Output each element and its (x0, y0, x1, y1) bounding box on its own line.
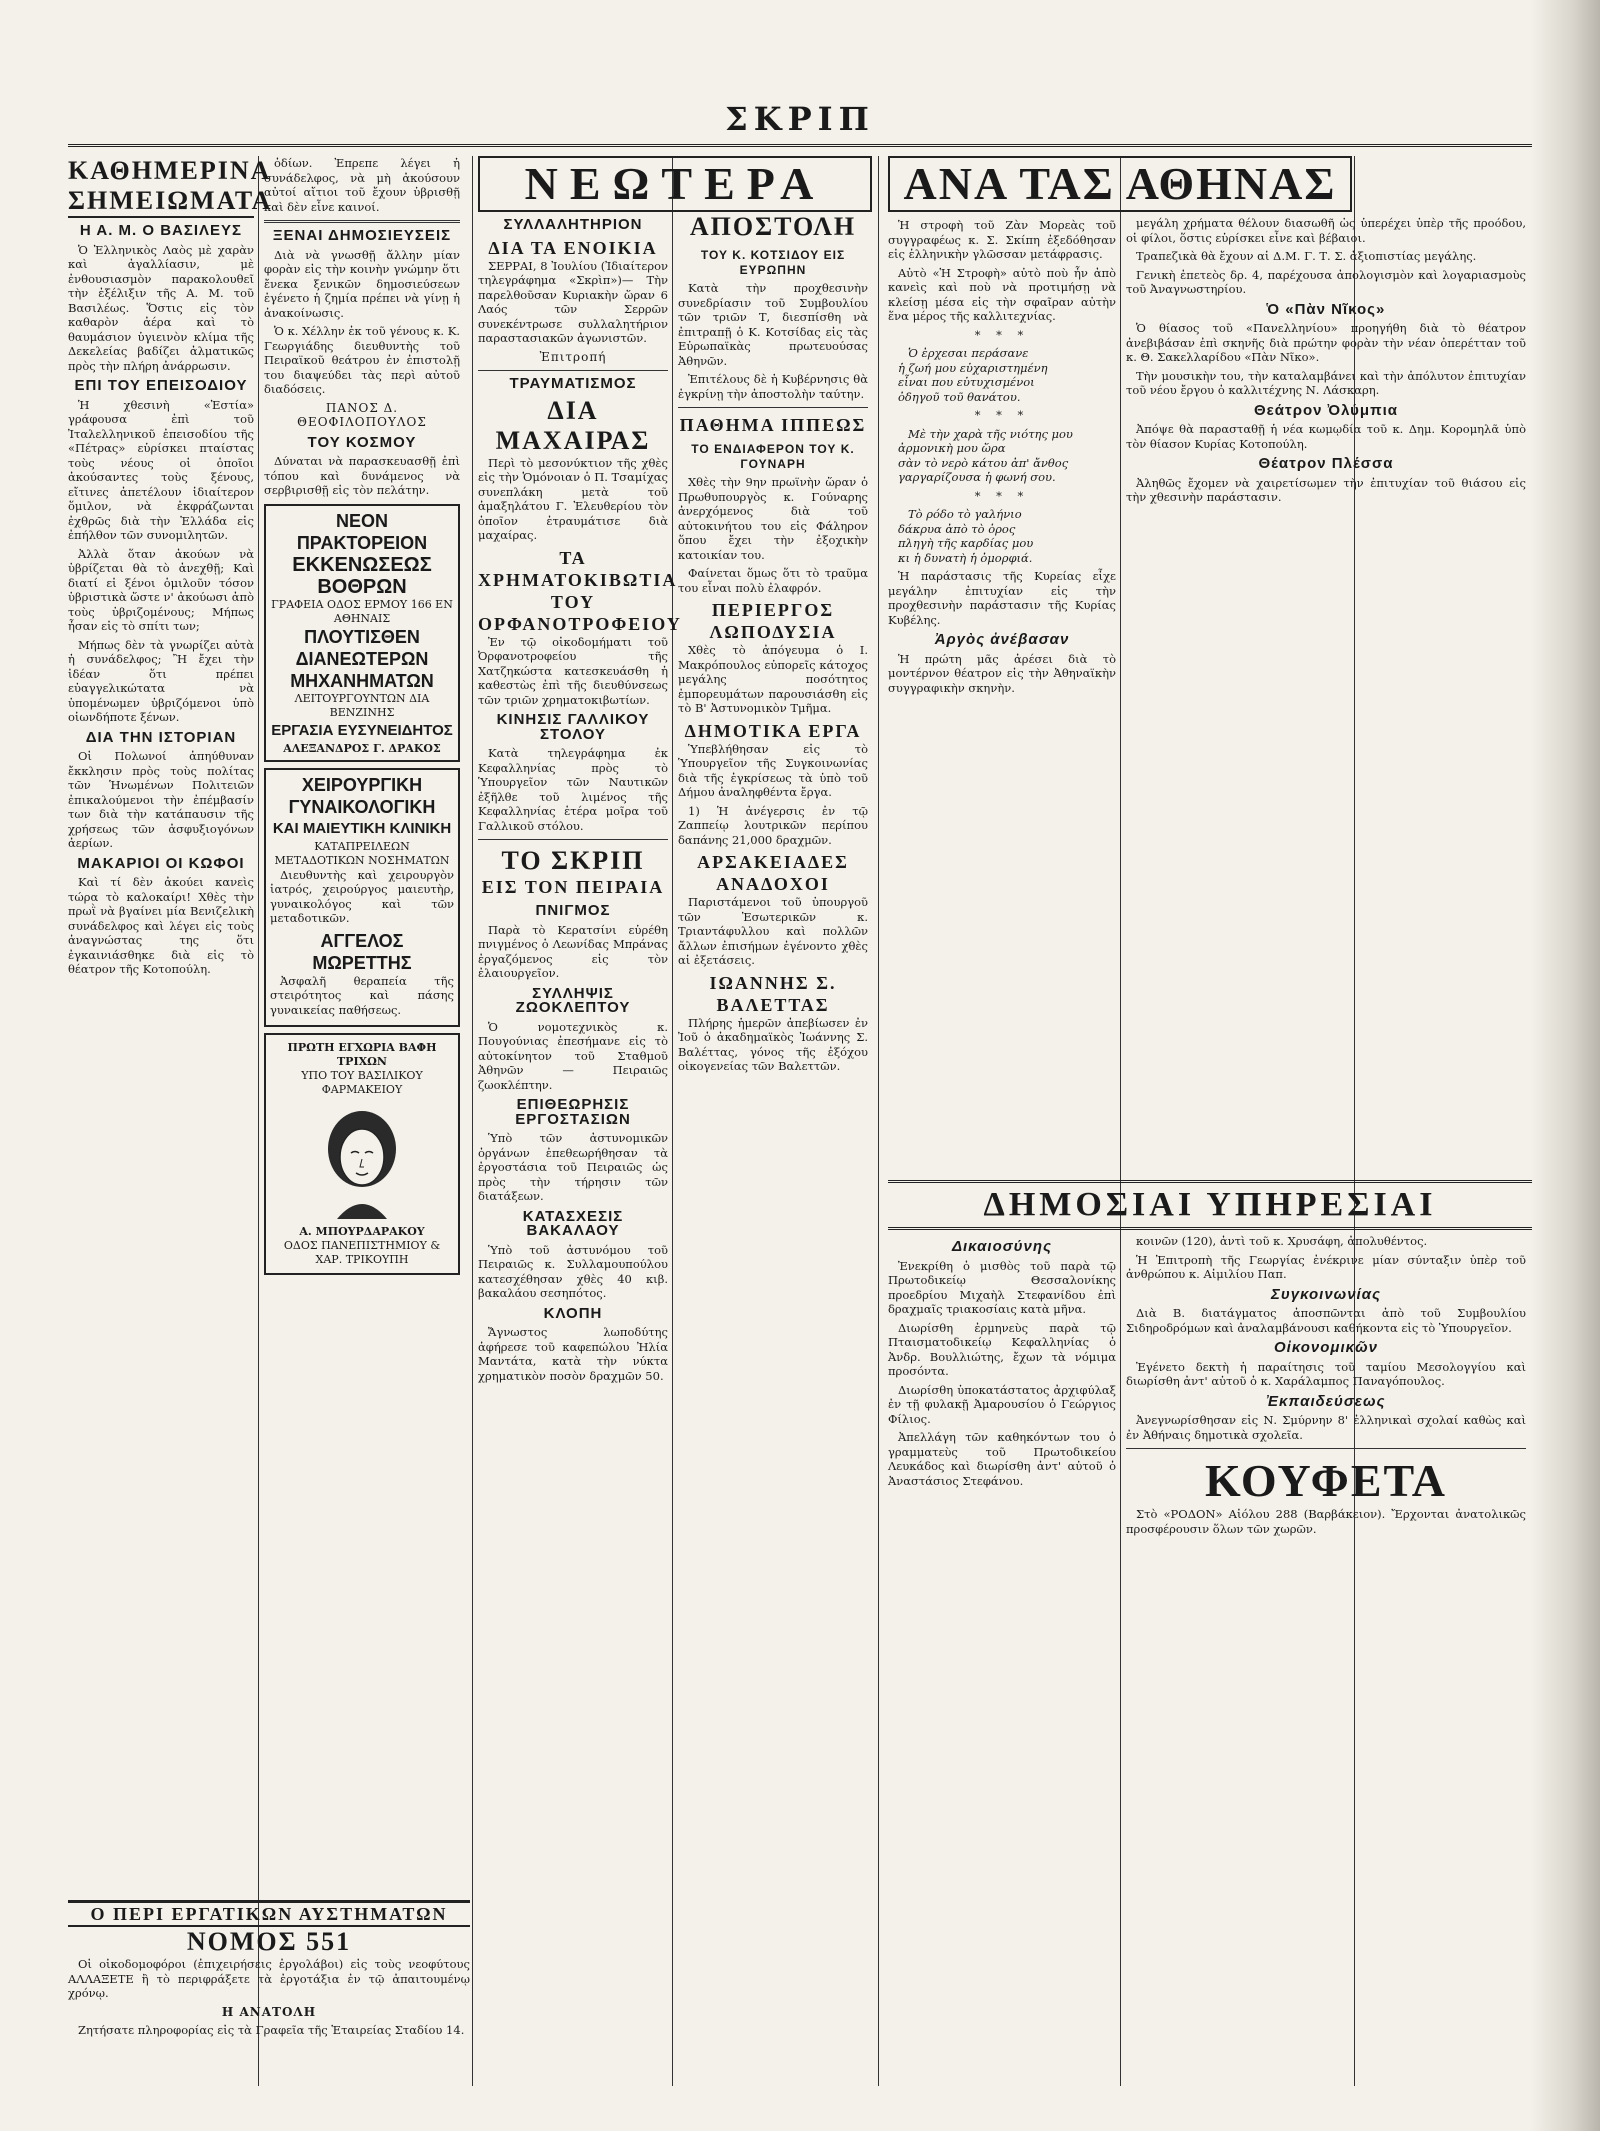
article-heading: ΚΙΝΗΣΙΣ ΓΑΛΛΙΚΟΥ ΣΤΟΛΟΥ (496, 711, 650, 743)
notice-footer: Ζητήσατε πληροφορίας εἰς τὰ Γραφεῖα τῆς Ἑταιρείας Σταδίου 14. (78, 2023, 465, 2037)
notice-law: ΝΟΜΟΣ 551 (186, 1927, 352, 1956)
article-heading: ΤΟΥ ΚΟΣΜΟΥ (307, 433, 417, 451)
column-divider (878, 156, 879, 2086)
article-text: 1) Ἡ ἀνέγερσις ἐν τῷ Ζαππείῳ λουτρικῶν περίπου δαπάνης 21,000 δραχμῶν. (678, 803, 868, 847)
article-heading: ΔΗΜΟΤΙΚΑ ΕΡΓΑ (684, 720, 862, 741)
article-heading: ΠΕΡΙΕΡΓΟΣ ΛΩΠΟΔΥΣΙΑ (709, 600, 837, 642)
article-text: Φαίνεται ὅμως ὅτι τὸ τραῦμα του εἶναι πολὺ ἐλαφρόν. (678, 566, 868, 595)
article-text: Δύναται νὰ παρασκευασθῇ ἐπὶ τόπου καὶ δυνάμενος νὰ σερβιρισθῇ εἰς τὸν πελάτην. (264, 454, 460, 497)
athens-banner: ΑΝΑ ΤΑΣ ΑΘΗΝΑΣ (888, 156, 1352, 212)
article-text: Αὐτὸ «Ἡ Στροφὴ» αὐτὸ ποὺ ἦν ἀπὸ κανεὶς καὶ ποὺ νὰ προτιμήσῃ νὰ κλείσῃ μέσα εἰς τὴν σφαῖραν αὐτὴν ἕνα μέρος τῆς καλλιτεχνίας. (888, 265, 1116, 323)
article-text: Οἱ Πολωνοί ἀπηύθυναν ἔκκλησιν πρὸς τοὺς πολίτας τῶν Ἡνωμένων Πολιτειῶν ἐπικαλούμενοι τὴν ἐπέμβασίν των διὰ τὴν κατάπαυσιν τῆς χρήσεως τῶν ἀσφυξιογόνων ἀερίων. (68, 749, 254, 850)
column-divider (672, 156, 673, 2086)
article-heading: ΔΙΑ ΜΑΧΑΙΡΑΣ (495, 395, 651, 455)
article-text: Ἀπόψε θὰ παρασταθῇ ἡ νέα κωμῳδία τοῦ κ. Δημ. Κορομηλᾶ ὑπὸ τὸν θίασον Κυρίας Κοτοπούλη. (1126, 422, 1526, 451)
article-text: Τραπεζικὰ θὰ ἔχουν αἱ Δ.Μ. Γ. Τ. Σ. ἀξιοπιστίας μεγάλης. (1136, 249, 1477, 263)
article-text: Ἐγένετο δεκτὴ ἡ παραίτησις τοῦ ταμίου Μεσολογγίου καὶ διωρίσθη ἀντ' αὐτοῦ ὁ κ. Χαράλαμπος Παναγόπουλος. (1126, 1359, 1526, 1388)
poem-verse: Τὸ ρόδο τὸ γαλήνιο δάκρυα ἀπὸ τὸ ὁρος πληγὴ τῆς καρδίας μου κι ἡ δυνατὴ ἡ ὀμορφιά. (898, 507, 1034, 565)
article-text: Χθὲς τὸ ἀπόγευμα ὁ Ι. Μακρόπουλος εὐπορεῖς κάτοχος μεγάλης ποσότητος ἐμπορευμάτων παρουσιάσθη εἰς τὸ Β' Ἀστυνομικὸν Τμῆμα. (678, 643, 868, 715)
article-text: Καὶ τί δὲν ἀκούει κανεὶς τώρα τὸ καλοκαίρι! Χθὲς τὴν πρωῒ νὰ βγαίνει μία Βενιζελικὴ συνάδελφος καὶ λέγει εἰς τοὺς ἀναγνώστας της ὅτι ἐγκαινιάσθηκε διὰ εἰς τὸ θέατρον τῆς Κοτοπούλη. (68, 875, 254, 976)
article-text: Ἀνεγνωρίσθησαν εἰς Ν. Σμύρνην 8' ἐλληνικαὶ σχολαί καθὼς καὶ ἐν Ἀθήναις δημοτικὰ σχολεῖα. (1126, 1413, 1526, 1442)
article-text: Ὑπὸ τοῦ ἀστυνόμου τοῦ Πειραιῶς κ. Συλλαμουπούλου κατεσχέθησαν χθὲς 40 κιβ. βακαλάου σεσηπότος. (478, 1242, 668, 1300)
article-text: Ἄγνωστος λωποδύτης ἀφήρεσε τοῦ καφεπώλου Ἠλία Μαντάτα, κατὰ τὴν νύκτα χρηματικὸν ποσὸν δραχμῶν 50. (478, 1325, 668, 1383)
article-text: Παριστάμενοι τοῦ ὑπουργοῦ τῶν Ἐσωτερικῶν κ. Τριαντάφυλλου καὶ πολλῶν ἄλλων ἐπισήμων ἐγένοντο χθὲς αἱ ἐξετάσεις. (678, 895, 868, 967)
page-edge-stain (1530, 0, 1600, 2131)
ad-title: ΤΟ ΣΚΡΙΠ (501, 846, 645, 875)
section-heading: ΚΑΘΗΜΕΡΙΝΑ (68, 156, 272, 185)
article-heading: Θέατρον Πλέσσα (1258, 455, 1394, 472)
article-heading: ΞΕΝΑΙ ΔΗΜΟΣΙΕΥΣΕΙΣ (272, 227, 452, 244)
divider (478, 370, 668, 371)
ad-text: Ἀσφαλῆ θεραπεία τῆς στειρότητος καὶ πάσης γυναικείας παθήσεως. (270, 973, 454, 1017)
divider (678, 407, 868, 408)
article-heading: Ἐκπαιδεύσεως (1266, 1392, 1386, 1410)
column-4 (678, 212, 868, 2086)
ad-title: ΠΡΩΤΗ ΕΓΧΩΡΙΑ ΒΑΦΗ ΤΡΙΧΩΝ (287, 1041, 437, 1068)
article-text: Περὶ τὸ μεσονύκτιον τῆς χθὲς εἰς τὴν Ὁμόνοιαν ὁ Π. Τσαμίχας συνεπλάκη μετὰ τοῦ ἀμαξηλάτου Γ. Ἐλευθερίου τὸν ὁποῖον ἐτραυμάτισε διὰ μαχαίρας. (478, 455, 668, 542)
article-heading: ΕΠΙΘΕΩΡΗΣΙΣ ΕΡΓΟΣΤΑΣΙΩΝ (515, 1096, 631, 1128)
ad-subtitle: ΥΠΟ ΤΟΥ ΒΑΣΙΛΙΚΟΥ ΦΑΡΜΑΚΕΙΟΥ (301, 1069, 423, 1096)
article-text: Ὁ Ἑλληνικὸς Λαὸς μὲ χαρὰν καὶ ἀγαλλίασιν, μὲ ἐνθουσιασμὸν παρακολουθεῖ τὴν ἐξέλιξιν τῆς Α. Μ. τοῦ Βασιλέως. Ὅστις εἰς τὸν καθαρὸν ἀέρα καὶ τὸ θαυμάσιον ὑγιεινὸν κλίμα τῆς Δεκελείας βαδίζει ἀλματικῶς πρὸς τὴν πλήρη ἀνάρρωσιν. (68, 242, 254, 373)
divider (264, 220, 460, 223)
article-subheading: ΤΟΥ Κ. ΚΟΤΣΙΔΟΥ ΕΙΣ ΕΥΡΩΠΗΝ (700, 248, 846, 277)
column-2 (264, 156, 460, 1896)
section-heading: ΣΗΜΕΙΩΜΑΤΑ (68, 186, 254, 218)
column-6 (1126, 216, 1526, 1166)
column-divider (258, 156, 259, 2086)
ad-text: Διευθυντὴς καὶ χειρουργὸν ἰατρός, χειρούργος μαιευτὴρ, γυναικολόγος καὶ τῶν μεταδοτικῶν. (270, 867, 454, 925)
article-text: Διωρίσθη ὑποκατάστατος ἀρχιφύλαξ ἐν τῇ φυλακῇ Ἀμαρουσίου ὁ Γεώργιος Φίλιος. (888, 1382, 1116, 1426)
article-heading: ΕΠΙ ΤΟΥ ΕΠΕΙΣΟΔΙΟΥ (74, 377, 248, 394)
separator-stars: * * * (974, 488, 1030, 503)
article-text: Ὑπὸ τῶν ἀστυνομικῶν ὀργάνων ἐπεθεωρήθησαν τὰ ἐργοστάσια τοῦ Πειραιῶς ὡς πρὸς τὴν τήρησιν τῶν διατάξεων. (478, 1131, 668, 1203)
article-heading: Συγκοινωνίας (1271, 1285, 1381, 1303)
article-text: Ἐν τῷ οἰκοδομήματι τοῦ Ὀρφανοτροφείου τῆς Χατζηκώστα κατεσκευάσθη ἡ καθεστὼς ἐπὶ τῆς διευθύνσεως τῶν τριῶν χρηματοκιβωτίων. (478, 634, 668, 707)
article-text: Ἡ Ἐπιτροπὴ τῆς Γεωργίας ἐνέκρινε μίαν σύνταξιν ὑπὲρ τοῦ ἀνθρώπου κ. Αἰμιλίου Παπ. (1126, 1252, 1526, 1281)
article-text: Ἡ παράστασις τῆς Κυρείας εἶχε μεγάλην ἐπιτυχίαν εἰς τὴν προχθεσινὴν παράστασιν τῆς Κυρίας Κυβέλης. (888, 569, 1116, 627)
article-heading: ΠΑΘΗΜΑ ΙΠΠΕΩΣ (679, 415, 867, 435)
article-text: Μήπως δὲν τὰ γνωρίζει αὐτὰ ἡ συνάδελφος; Ἢ ἔχει τὴν ἰδέαν ὅτι πρέπει εὐαγγελικώτατα νὰ ὑπομένωμεν ὑβριζόμενοι ὑπὸ οἱωνδήποτε ξένων. (68, 637, 254, 724)
woman-portrait-icon (307, 1101, 417, 1221)
notice-company: Η ΑΝΑΤΟΛΗ (221, 2004, 317, 2019)
article-heading: Η Α. Μ. Ο ΒΑΣΙΛΕΥΣ (79, 222, 243, 239)
ad-line: ΚΑΤΑΠΡΕΙΛΕΩΝ ΜΕΤΑΔΟΤΙΚΩΝ ΝΟΣΗΜΑΤΩΝ (274, 839, 450, 867)
article-subheading: ΤΟ ΕΝΔΙΑΦΕΡΟΝ ΤΟΥ Κ. ΓΟΥΝΑΡΗ (691, 442, 855, 471)
ad-subtitle: ΓΡΑΦΕΙΑ ΟΔΟΣ ΕΡΜΟΥ 166 ΕΝ ΑΘΗΝΑΙΣ (271, 597, 453, 625)
column-divider (1120, 156, 1121, 2086)
ad-title: ΚΟΥΦΕΤΑ (1205, 1455, 1447, 1506)
column-divider (472, 156, 473, 2086)
article-heading: ΔΙΑ ΤΑ ΕΝΟΙΚΙΑ (488, 237, 658, 258)
article-text: Διὰ νὰ γνωσθῇ ἄλλην μίαν φορὰν εἰς τὴν κοινὴν γνώμην ὅτι ἔνεκα ξενικῶν δημοσιεύσεων ἐγένετο ἡ ζημία πρέπει νὰ γίνῃ ἡ ἀνακοίνωσις. (264, 247, 460, 320)
article-text: Ὑπεβλήθησαν εἰς τὸ Ὑπουργεῖον τῆς Συγκοινωνίας διὰ τῆς ἐγκρίσεως τὰ ὑπὸ τοῦ Δήμου ἀναληφθέντα ἔργα. (678, 741, 868, 799)
article-heading: ΠΝΙΓΜΟΣ (535, 902, 611, 919)
advertisement (264, 1033, 460, 1275)
article-heading: ΤΡΑΥΜΑΤΙΣΜΟΣ (509, 375, 637, 392)
article-text: Ἡ χθεσινὴ «Ἑστία» γράφουσα ἐπὶ τοῦ Ἰταλελληνικοῦ ἐπεισοδίου τῆς «Πέτρας» εὑρίσκει πταίστας τοὺς νέους οἱ ὁποῖοι ἀκούσαντες τοὺς ξένους, εἴτινες ἀπετέλουν ἰδιαίτερον ὅμιλον, νὰ ἐκφράζωνται ἐχθρῶς διὰ τὴν Ἑλλάδα εἰς ἐπήλθον τῶν συνομιλητῶν. (68, 397, 254, 542)
divider (1126, 1448, 1526, 1449)
newspaper-page (68, 100, 1532, 2090)
article-heading: ΚΑΤΑΣΧΕΣΙΣ ΒΑΚΑΛΑΟΥ (522, 1207, 624, 1239)
article-text: Γενικὴ ἐπετεὸς δρ. 4, παρέχουσα ἀπολογισμὸν καὶ λογαριασμοὺς τοῦ Ἀναγνωστηρίου. (1126, 267, 1526, 296)
article-text: Ἡ πρώτη μᾶς ἀρέσει διὰ τὸ μοντέρνον θέατρον εἰς τὴν Ἀθηναϊκὴν συγγραφικὴν σκηνὴν. (888, 651, 1116, 695)
labor-law-notice (68, 1900, 470, 2093)
article-heading: ΔΙΑ ΤΗΝ ΙΣΤΟΡΙΑΝ (85, 728, 237, 746)
notice-text: Οἱ οἰκοδομοφόροι (ἐπιχειρήσεις ἐργολάβοι) εἰς τοὺς νεοφύτους ΑΛΛΑΞΕΤΕ ἢ τὸ περιφράξετε τὰ ἐργοτάξια ἐν τῷ ἀπαιτουμένῳ χρόνῳ. (68, 1957, 470, 2000)
signature: Ἐπιτροπή (539, 349, 607, 364)
article-text: ὁδίων. Ἐπρεπε λέγει ἡ συνάδελφος, νὰ μὴ ἀκούσουν αὐτοί αἴτιοι τοῦ ἔχουν ὑβρισθῇ καὶ δὲν εἶνε καινοί. (264, 156, 460, 214)
advertisement (264, 768, 460, 1028)
news-banner: ΝΕΩΤΕΡΑ (478, 156, 872, 212)
article-text: Ἡ στροφὴ τοῦ Ζὰν Μορεὰς τοῦ συγγραφέως κ. Σ. Σκίπη ἐξεδόθησαν εἰς ἑλληνικὴν γλῶσσαν μετάφρασις. (888, 218, 1116, 261)
article-text: ΣΕΡΡΑΙ, 8 Ἰουλίου (Ἰδιαίτερον τηλεγράφημα «Σκρὶπ»)— Τὴν παρελθοῦσαν Κυριακὴν ὥραν 6 Λαός τῶν Σερρῶν συνεκέντρωσε συλλαλητήριον παραστασιακῶν ἀγωνιστῶν. (478, 258, 668, 345)
article-heading: ΑΡΣΑΚΕΙΑΔΕΣ ΑΝΑΔΟΧΟΙ (697, 852, 849, 894)
article-text: Κατὰ τὴν προχθεσινὴν συνεδρίασιν τοῦ Συμβουλίου τῶν τριῶν Τ, διεσπίσθη νὰ ἐπιτραπῇ ὁ Κ. Κοτσίδας εἰς τὰς Εὐρωπαϊκὰς πρωτευούσας Ἀθηνῶν. (678, 281, 868, 368)
article-heading: ΤΟΥ ΟΡΦΑΝΟΤΡΟΦΕΙΟΥ (478, 591, 682, 634)
divider (478, 839, 668, 840)
article-text: Διωρίσθη ἐρμηνεὺς παρὰ τῷ Πταισματοδικείῳ Κεφαλληνίας ὁ Ἀνδρ. Βουλλιώτης, ἔχων τὰ νόμιμα προσόντα. (888, 1320, 1116, 1378)
signature: ΠΑΝΟΣ Δ. ΘΕΟΦΙΛΟΠΟΥΛΟΣ (297, 400, 427, 429)
article-heading: Θεάτρον Ὀλύμπια (1254, 401, 1398, 419)
ad-subtitle: ΕΙΣ ΤΟΝ ΠΕΙΡΑΙΑ (481, 877, 665, 897)
advertisement (264, 504, 460, 762)
ad-address: ΟΔΟΣ ΠΑΝΕΠΙΣΤΗΜΙΟΥ & ΧΑΡ. ΤΡΙΚΟΥΠΗ (283, 1239, 441, 1266)
masthead-title: ΣΚΡΙΠ (725, 100, 875, 138)
article-text: Πλήρης ἡμερῶν ἀπεβίωσεν ἐν Ἰοῦ ὁ ἀκαδημαϊκὸς Ἰωάννης Σ. Βαλέττας, γόνος τῆς ἐξόχου οἰκογενείας τῶν Βαλεττῶν. (678, 1015, 868, 1073)
ad-heading: ΝΕΟΝ ΠΡΑΚΤΟΡΕΙΟΝ (296, 510, 428, 553)
article-text: Κατὰ τηλεγράφημα ἐκ Κεφαλληνίας πρὸς τὸ Ὑπουργεῖον τῶν Ναυτικῶν ἐξῆλθε τοῦ λιμένος τῆς Κεφαλληνίας ἑτέρα μοῖρα τοῦ Γαλλικοῦ στόλου. (478, 746, 668, 833)
masthead-rule (68, 144, 1532, 147)
article-text: Ἀληθῶς ἔχομεν νὰ χαιρετίσωμεν τὴν ἐπιτυχίαν τοῦ θιάσου εἰς τὴν χθεσινὴν παράστασιν. (1126, 475, 1526, 504)
public-services-headline: ΔΗΜΟΣΙΑΙ ΥΠΗΡΕΣΙΑΙ (888, 1180, 1532, 1230)
ad-line: ΠΛΟΥΤΙΣΘΕΝ ΔΙΑΝΕΩΤΕΡΩΝ ΜΗΧΑΝΗΜΑΤΩΝ (290, 626, 434, 691)
article-text: Παρὰ τὸ Κερατσίνι εὑρέθη πνιγμένος ὁ Λεωνίδας Μπράνας ἐργαζόμενος εἰς τὸν ἐλαιουργεῖον. (478, 922, 668, 980)
ad-name: ΑΛΕΞΑΝΔΡΟΣ Γ. ΔΡΑΚΟΣ (283, 741, 441, 755)
article-text: Ἀλλὰ ὅταν ἀκούων νὰ ὑβρίζεται θὰ τὸ ἀνεχθῇ; Καὶ διατί εἰ ξένοι ὁμιλοῦν τόσον ὑβριστικὰ ὥστε ν' ἀκούωσι ἀπὸ τοὺς ὑβριζομένους; Μήπως ἦσαν εἰς τὸ σπίτι των; (68, 546, 254, 633)
article-text: Ὁ θίασος τοῦ «Πανελληνίου» προηγήθη διὰ τὸ θέατρον ἀνεβιβάσαν ἐπὶ σκηνῆς διὰ πρώτην φορὰν τὴν νέαν ὀπερέτταν τοῦ κ. Θ. Σακελλαρίδου «Πὰν Νῖκο». (1126, 321, 1526, 364)
article-text: Ἀπελλάγη τῶν καθηκόντων του ὁ γραμματεὺς τοῦ Πρωτοδικείου Λευκάδος καὶ διωρίσθη ἀντ' αὐτοῦ ὁ Ἀναστάσιος Στεφάνου. (888, 1430, 1116, 1488)
ad-title: ΧΕΙΡΟΥΡΓΙΚΗ ΓΥΝΑΙΚΟΛΟΓΙΚΗ (288, 774, 436, 817)
poem-verse: Μὲ τὴν χαρὰ τῆς νιότης μου ἀρμονικὴ μου ὥρα σὰν τὸ νερὸ κάτου ἀπ' ἄνθος γαργαρίζουσα ἡ φωνή σου. (898, 426, 1073, 484)
article-heading: Ἀργὸς ἀνέβασαν (934, 631, 1070, 648)
ad-name: ΑΓΓΕΛΟΣ ΜΩΡΕΤΤΗΣ (312, 930, 412, 973)
article-text: Ἐνεκρίθη ὁ μισθὸς τοῦ παρὰ τῷ Πρωτοδικείῳ Θεσσαλονίκης προεδρίου Μιχαὴλ Στεφανίδου ἐπὶ δραχμαῖς τριακοσίαις κατὰ μῆνα. (888, 1258, 1116, 1316)
article-text: κοινῶν (120), ἀντὶ τοῦ κ. Χρυσάφη, ἀπολυθέντος. (1136, 1234, 1428, 1248)
ad-subtitle: ΚΑΙ ΜΑΙΕΥΤΙΚΗ ΚΛΙΝΙΚΗ (272, 819, 452, 837)
article-text: Χθὲς τὴν 9ην πρωϊνὴν ὥραν ὁ Πρωθυπουργὸς κ. Γούναρης ἀνερχόμενος διὰ τοῦ αὐτοκινήτου του εἰς Φάληρον ὅπου ἔχει τὴν ἐξοχικὴν κατοικίαν του. (678, 475, 868, 562)
article-text: Ἐπιτέλους δὲ ἡ Κυβέρνησις θὰ ἐγκρίνῃ τὴν ἀποστολὴν ταύτην. (678, 372, 868, 401)
article-text: Ὁ κ. Χέλλην ἐκ τοῦ γένους κ. Κ. Γεωργιάδης διευθυντὴς τοῦ Πειραϊκοῦ θεάτρου ἐν ἐπιστολῇ του διαψεύδει τὰς περὶ αὐτοῦ διαδόσεις. (264, 324, 460, 396)
ad-name: Α. ΜΠΟΥΡΔΑΡΑΚΟΥ (299, 1225, 425, 1238)
ad-text: Στὸ «ΡΟΔΟΝ» Αἰόλου 288 (Βαρβάκειον). Ἔρχονται ἀνατολικῶς προσφέρουσιν ὅλων τῶν χωρῶν. (1126, 1507, 1526, 1536)
column-5-lower (888, 1234, 1116, 2086)
article-heading: ΚΛΟΠΗ (543, 1304, 603, 1322)
separator-stars: * * * (974, 408, 1030, 422)
article-heading: ΑΠΟΣΤΟΛΗ (689, 212, 857, 241)
article-text: Ὁ νομοτεχνικὸς κ. Πουγούνιας ἐπεσήμανε εἰς τὸ αὐτοκίνητον τοῦ Σταθμοῦ Ἀθηνῶν — Πειραιῶς ζωοκλέπτην. (478, 1019, 668, 1092)
article-heading: Δικαιοσύνης (951, 1238, 1053, 1255)
ad-small: ΛΕΙΤΟΥΡΓΟΥΝΤΩΝ ΔΙΑ ΒΕΝΖΙΝΗΣ (294, 691, 430, 719)
article-heading: Ὁ «Πὰν Νῖκος» (1266, 300, 1386, 318)
ad-title: ΕΚΚΕΝΩΣΕΩΣ ΒΟΘΡΩΝ (292, 553, 432, 598)
article-heading: ΣΥΛΛΗΨΙΣ ΖΩΟΚΛΕΠΤΟΥ (515, 984, 631, 1016)
ad-slogan: ΕΡΓΑΣΙΑ ΕΥΣΥΝΕΙΔΗΤΟΣ (271, 721, 453, 739)
separator-stars: * * * (974, 327, 1030, 342)
article-text: Διὰ Β. διατάγματος ἀποσπῶνται ἀπὸ τοῦ Συμβουλίου Σιδηροδρόμων καὶ ἀναλαμβάνουσι καθήκοντα εἰς τὸ Ὑπουργεῖον. (1126, 1306, 1526, 1335)
article-heading: ΜΑΚΑΡΙΟΙ ΟΙ ΚΩΦΟΙ (77, 854, 245, 872)
article-heading: Οἰκονομικῶν (1274, 1339, 1378, 1356)
article-heading: ΣΥΛΛΑΛΗΤΗΡΙΟΝ (503, 216, 643, 233)
article-text: Τὴν μουσικὴν του, τὴν καταλαμβάνει καὶ τὴν ἀπόλυτον ἐπιτυχίαν τοῦ νέου ἔργου ὁ καλλιτέχνης Ν. Λάσκαρη. (1126, 368, 1526, 397)
notice-headline: Ο ΠΕΡΙ ΕΡΓΑΤΙΚΩΝ ΑΥΣΤΗΜΑΤΩΝ (68, 1903, 470, 1927)
article-heading: ΤΑ ΧΡΗΜΑΤΟΚΙΒΩΤΙΑ (478, 547, 678, 590)
poem-verse: Ὁ ἐρχεσαι περάσανε ἡ ζωή μου εὐχαριστημένη εἶναι που εὐτυχισμένοι ὀδηγοῦ τοῦ θανάτου. (898, 346, 1048, 404)
column-6-lower (1126, 1234, 1526, 2086)
article-heading: ΙΩΑΝΝΗΣ Σ. ΒΑΛΕΤΤΑΣ (709, 972, 837, 1015)
article-text: μεγάλη χρήματα θέλουν διασωθῆ ὡς ὑπερέχει ὑπὲρ τῆς προόδου, οἱ φίλοι, ὅστις εὑρίσκει εἶνε καὶ βέβαιοι. (1126, 216, 1526, 245)
